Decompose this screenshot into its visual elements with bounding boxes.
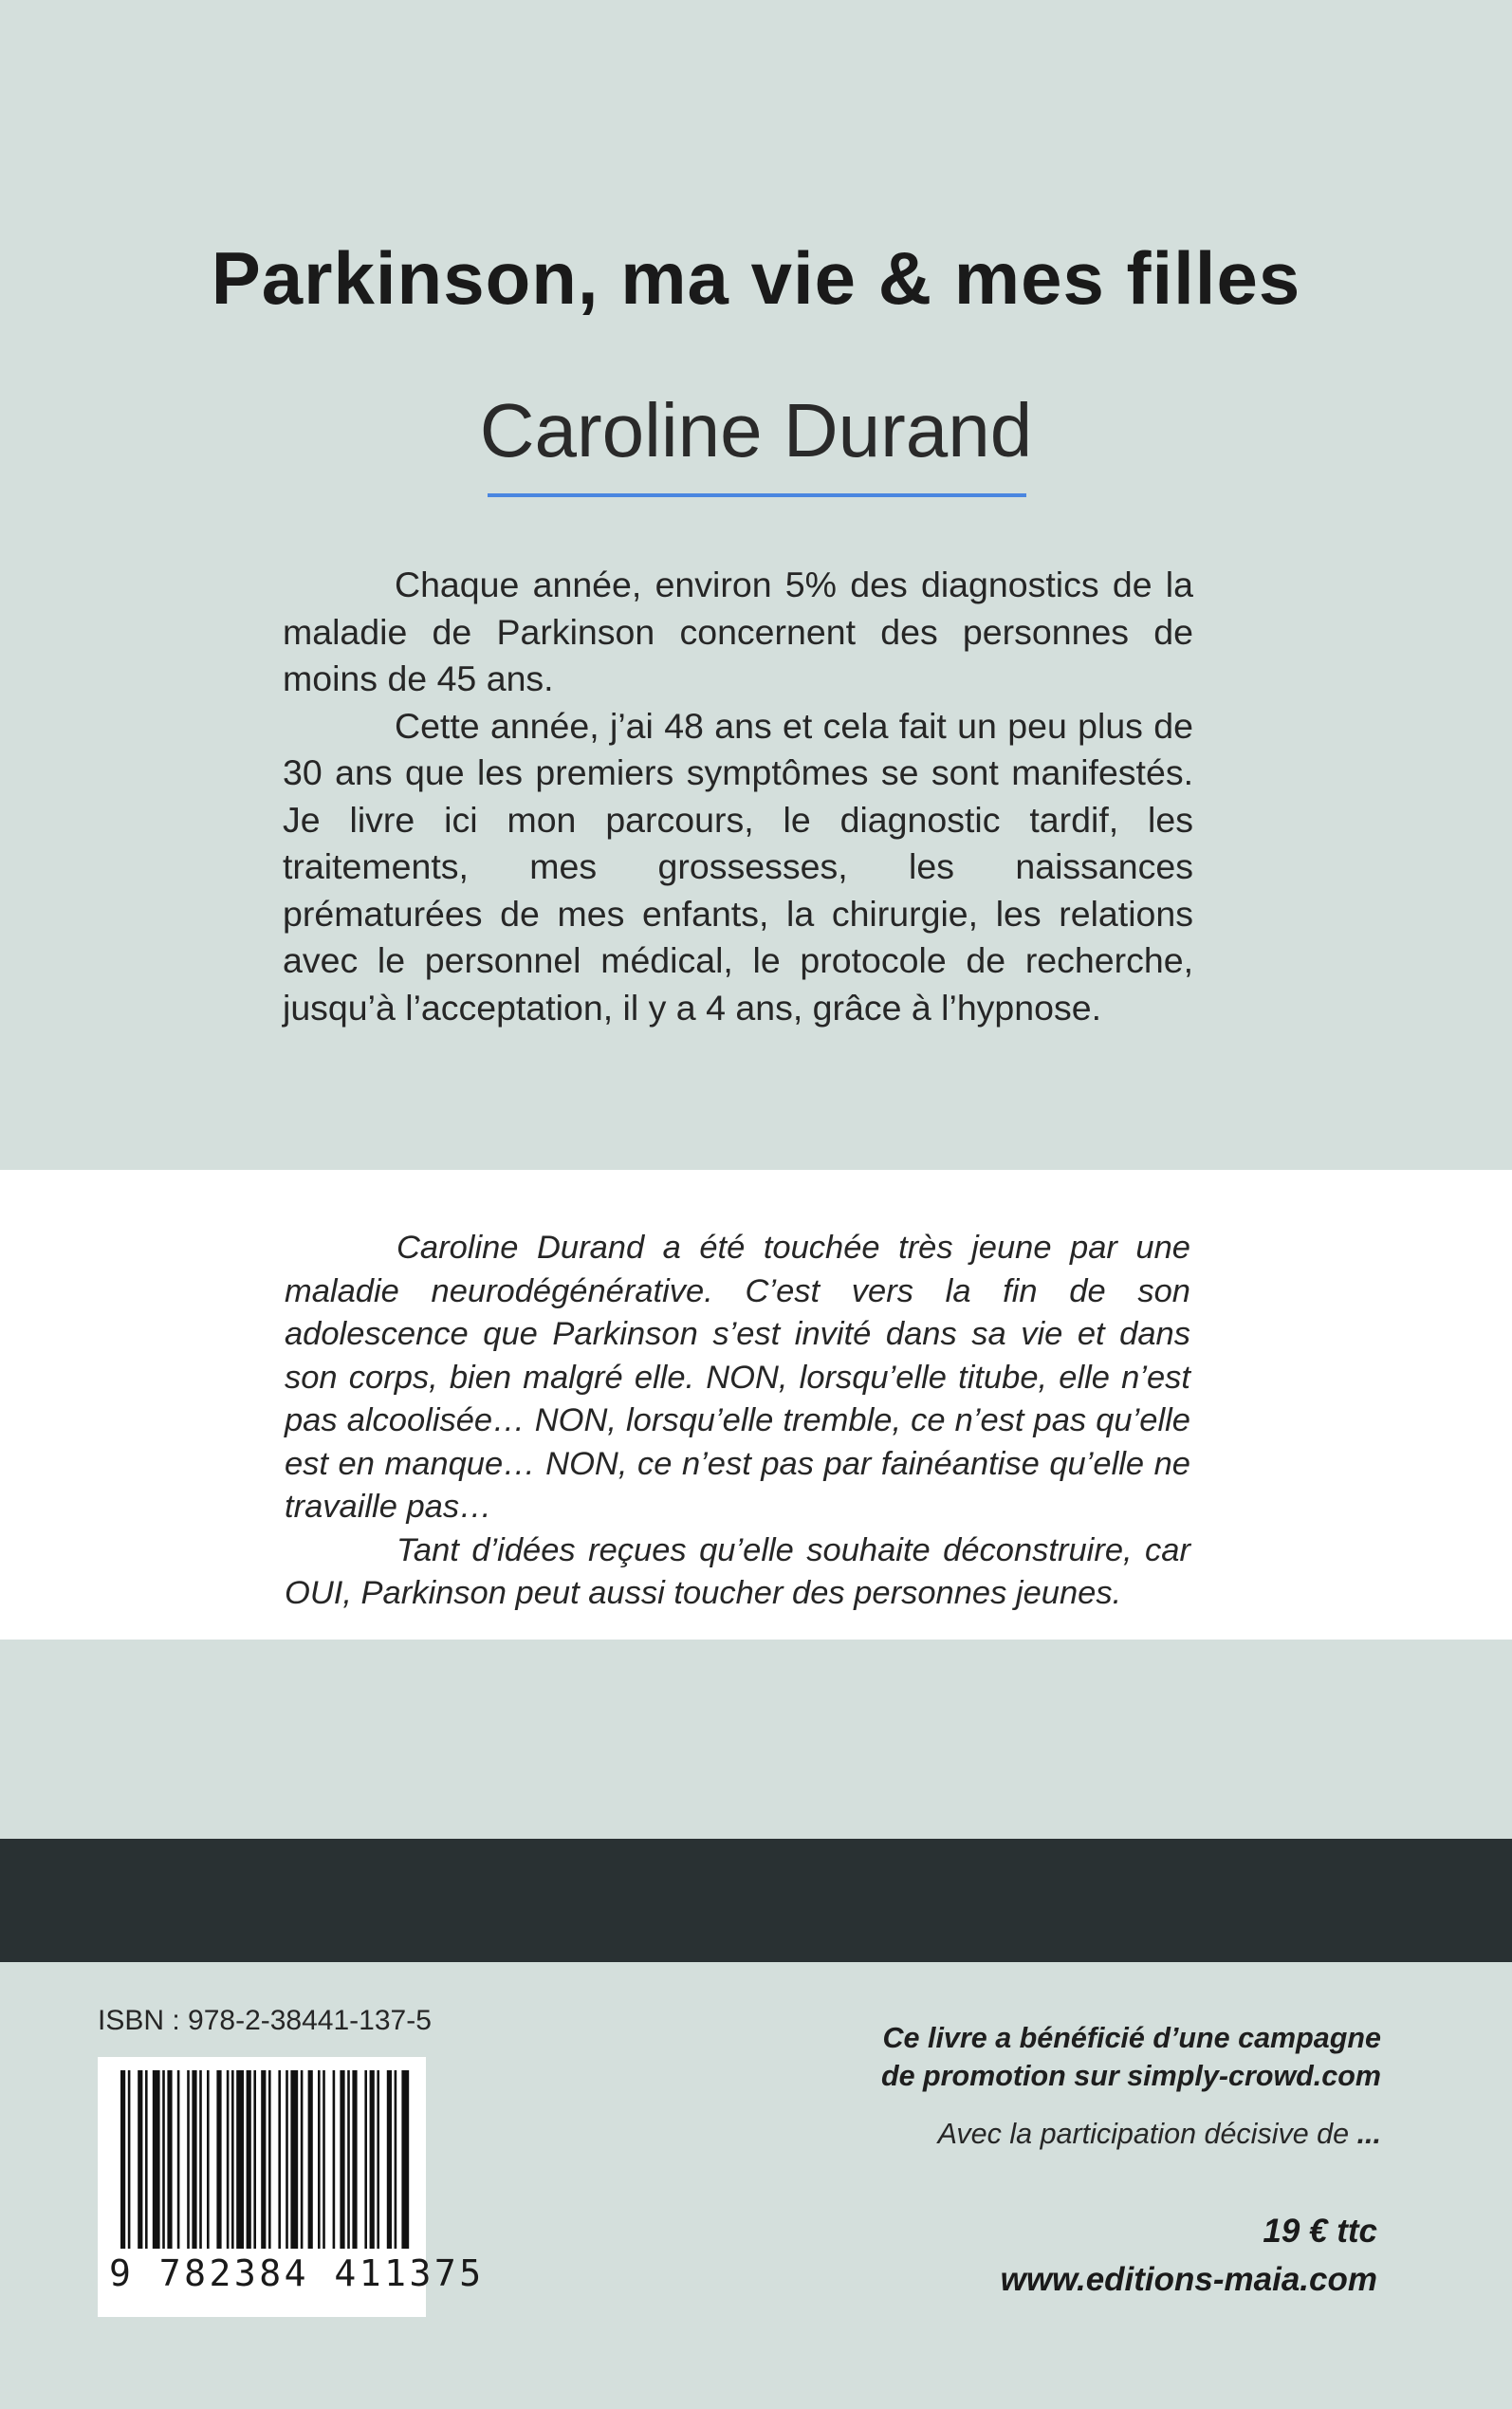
barcode-bar: [347, 2070, 350, 2249]
barcode-bar: [333, 2070, 336, 2249]
title-underline: [488, 493, 1026, 497]
barcode-bar: [207, 2070, 210, 2249]
promo-line: de promotion sur simply-crowd.com: [880, 2060, 1381, 2092]
isbn-label: ISBN : 978-2-38441-137-5: [98, 2005, 432, 2036]
barcode-bar: [128, 2070, 131, 2249]
barcode-bar: [261, 2070, 266, 2249]
synopsis: [283, 562, 1193, 1031]
book-title: Parkinson, ma vie & mes filles: [211, 236, 1301, 320]
participation-ellipsis: ...: [1349, 2118, 1381, 2150]
barcode-bar: [301, 2070, 304, 2249]
bio-paragraph: Caroline Durand a été touchée très jeune par une maladie neurodégénérative. C’est vers la fin de son adolescence que Parkinson s’est invité dans sa vie et dans son corps, bien malgré elle. NON, lorsqu’elle titube, elle n’est pas alcoolisée… NON, lorsqu’elle tremble, ce n’est pas qu’elle est en manque… NON, ce n’est pas par fainéantise qu’elle ne travaille pas…: [285, 1230, 1190, 1525]
barcode-bar: [352, 2070, 357, 2249]
barcode-bar: [138, 2070, 142, 2249]
barcode: [98, 2057, 485, 2317]
barcode-bar: [199, 2070, 202, 2249]
barcode-bar: [387, 2070, 392, 2249]
participation-line: [717, 2118, 1381, 2151]
bio-paragraph: Tant d’idées reçues qu’elle souhaite déconstruire, car OUI, Parkinson peut aussi toucher des personnes jeunes.: [285, 1531, 1190, 1611]
barcode-bar: [401, 2070, 409, 2249]
price: 19 € ttc: [1263, 2213, 1377, 2250]
barcode-bar: [268, 2070, 271, 2249]
barcode-bar: [167, 2070, 172, 2249]
barcode-bar: [192, 2070, 196, 2249]
barcode-bar: [278, 2070, 281, 2249]
barcode-bar: [340, 2070, 344, 2249]
barcode-bar: [216, 2070, 221, 2249]
barcode-bar: [177, 2070, 180, 2249]
barcode-digits: 9 782384 411375: [109, 2252, 485, 2294]
publisher-website: www.editions-maia.com: [1000, 2261, 1377, 2298]
promo-text: [717, 2019, 1381, 2095]
synopsis-paragraph: Cette année, j’ai 48 ans et cela fait un peu plus de 30 ans que les premiers symptômes se sont manifestés. Je livre ici mon parcours, le diagnostic tardif, les traitements, mes grossesses, les naissances prématurées de mes enfants, la chirurgie, les relations avec le personnel médical, le protocole de recherche, jusqu’à l’acceptation, il y a 4 ans, grâce à l’hypnose.: [283, 705, 1193, 1028]
barcode-bar: [286, 2070, 288, 2249]
synopsis-paragraph: Chaque année, environ 5% des diagnostics de la maladie de Parkinson concernent des personnes de moins de 45 ans.: [283, 565, 1193, 698]
barcode-bar: [120, 2070, 125, 2249]
barcode-bar: [290, 2070, 298, 2249]
barcode-bar: [231, 2070, 234, 2249]
author-bio: [285, 1227, 1190, 1616]
barcode-bar: [364, 2070, 367, 2249]
participation-text: Avec la participation décisive de: [937, 2118, 1350, 2150]
barcode-bar: [187, 2070, 190, 2249]
promo-line: Ce livre a bénéficié d’une campagne: [882, 2022, 1381, 2054]
dark-stripe: [0, 1839, 1512, 1962]
barcode-bar: [318, 2070, 321, 2249]
barcode-bar: [145, 2070, 148, 2249]
barcode-bar: [253, 2070, 256, 2249]
author-name: Caroline Durand: [479, 388, 1033, 473]
barcode-bar: [395, 2070, 397, 2249]
barcode-bars: [98, 2057, 426, 2256]
barcode-bar: [377, 2070, 379, 2249]
barcode-bar: [247, 2070, 251, 2249]
barcode-bar: [227, 2070, 230, 2249]
barcode-bar: [323, 2070, 325, 2249]
barcode-bar: [153, 2070, 160, 2249]
barcode-bar: [308, 2070, 313, 2249]
barcode-bar: [370, 2070, 375, 2249]
barcode-bar: [236, 2070, 244, 2249]
barcode-bar: [162, 2070, 165, 2249]
